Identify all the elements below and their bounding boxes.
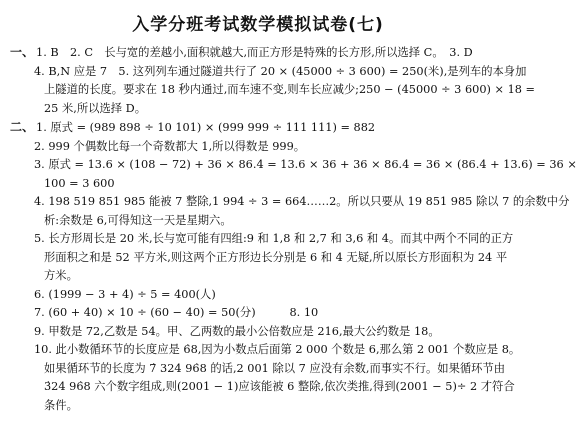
answer-line: 条件。 bbox=[44, 398, 78, 412]
answer-line: 25 米,所以选择 D。 bbox=[44, 101, 146, 115]
answer-line: 4. 198 519 851 985 能被 7 整除,1 994 ÷ 3 = 664……2。所以只要从 19 851 985 除以 7 的余数中分 bbox=[34, 195, 570, 208]
section-label: 一、 bbox=[10, 45, 35, 59]
answer-line: 3̇24 96̇8 六个数字组成,则(2001 − 1)应该能被 6 整除,依次类推,得到(2001 − 5)÷ 2 才符合 bbox=[44, 380, 515, 393]
answer-line: 如果循环节的长度为 7̇ 324 96̇8 的话,2 001 除以 7 应没有余数,而事实不行。如果循环节由 bbox=[44, 361, 506, 375]
section-label: 二、 bbox=[10, 120, 35, 134]
answer-line: 10. 此小数循环节的长度应是 6̇8,因为小数点后面第 2 000 个数是 6,那么第 2 001 个数应是 8。 bbox=[34, 343, 521, 356]
answer-line: 9. 甲数是 72,乙数是 54。甲、乙两数的最小公倍数应是 216,最大公约数是 18。 bbox=[34, 324, 440, 338]
section-multiple-choice bbox=[10, 43, 535, 118]
answer-line: 5. 长方形周长是 20 米,长与宽可能有四组:9 和 1,8 和 2,7 和 3,6 和 4。而其中两个不同的正方 bbox=[34, 232, 514, 245]
answer-line: 100 = 3 600 bbox=[44, 176, 115, 190]
answer-line: 4. B,N 应是 7 5. 这列列车通过隧道共行了 20 × (45000 ÷ 3 600) = 250(米),是列车的本身加 bbox=[34, 64, 527, 78]
answer-line: 2. 999 个偶数比每一个奇数都大 1,所以得数是 999。 bbox=[34, 139, 306, 153]
answer-line: 一、 1. B 2. C 长与宽的差越小,面积就越大,而正方形是特殊的长方形,所以选择 C。 3. D bbox=[10, 45, 473, 59]
section-fill-in bbox=[10, 118, 577, 415]
answer-line: 上隧道的长度。要求在 18 秒内通过,而车速不变,则车长应减少;250 − (45000 ÷ 3 600) × 18 = bbox=[44, 83, 535, 96]
answer-line: 形面积之和是 52 平方米,则这两个正方形边长分别是 6 和 4 无疑,所以原长方形面积为 24 平 bbox=[44, 250, 508, 264]
answer-line: 7. (60 + 40) × 10 ÷ (60 − 40) = 50(分) 8. 10 bbox=[34, 306, 319, 319]
answer-line: 析:余数是 6,可得知这一天是星期六。 bbox=[44, 213, 232, 227]
answer-line: 二、 1. 原式 = (989 898 ÷ 10 101) × (999 999 ÷ 111 111) = 882 bbox=[10, 120, 376, 134]
answer-line: 方米。 bbox=[44, 269, 78, 282]
page-title: 入学分班考试数学模拟试卷(七) bbox=[132, 15, 384, 35]
answer-line: 3. 原式 = 13.6 × (108 − 72) + 36 × 86.4 = 13.6 × 36 + 36 × 86.4 = 36 × (86.4 + 13.6) = 36 × bbox=[34, 158, 577, 171]
answer-line: 6. (1999 − 3 + 4) ÷ 5 = 400(人) bbox=[34, 287, 216, 301]
